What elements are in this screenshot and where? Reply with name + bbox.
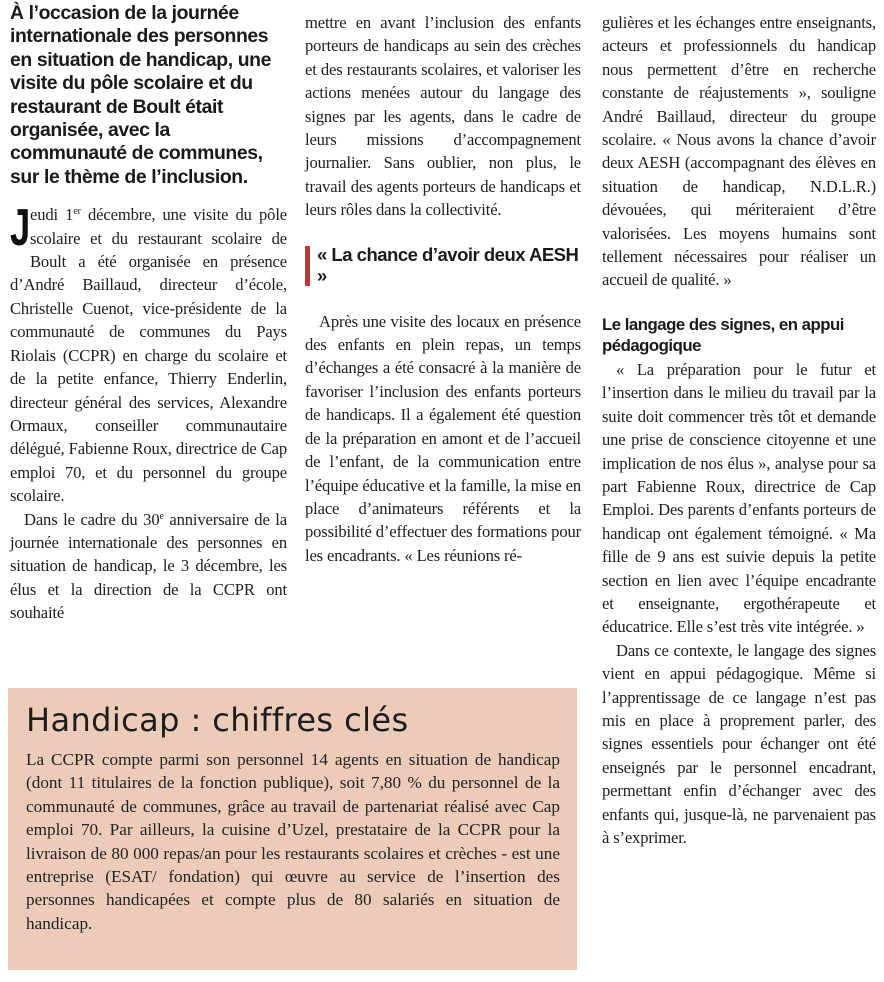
paragraph-2-continued: mettre en avant l’inclusion des enfants porteurs de handicaps au sein des crèches et des restaurants scolaires, et valoriser les actions menées autour du langage des signes par les agents, dans le cadre de leurs missions d’accompagnement journalier. Sans oublier, non plus, le travail des agents porteurs de handicaps et leurs rôles dans la collectivité. — [305, 13, 581, 220]
paragraph-1 — [10, 199, 287, 507]
paragraph-2-start: Dans le cadre du 30 — [24, 509, 160, 529]
article-lead: À l’occasion de la journée internationale des personnes en situation de handicap, une visite du pôle scolaire et du restaurant de Boult était organisée, avec la communauté de communes, sur le thème de l’inclusion. — [10, 2, 271, 188]
key-figures-text: La CCPR compte parmi son personnel 14 agents en situation de handicap (dont 11 titulaires de la fonction publique), soit 7,80 % du personnel de la communauté de communes, grâce au travail de partenariat réalisé avec Cap emploi 70. Par ailleurs, la cuisine d’Uzel, prestataire de la CCPR pour la livraison de 80 000 repas/an pour les restaurants scolaires et crèches - est une entreprise (ESAT/ fondation) qui œuvre au service de l’insertion des personnes handicapées et compte plus de 80 salariés en situation de handicap. — [26, 750, 560, 933]
ordinal-superscript: er — [73, 206, 81, 218]
column-1 — [10, 0, 287, 625]
paragraph-2 — [10, 508, 287, 625]
subheading-aesh-text: « La chance d’avoir deux AESH » — [317, 243, 579, 286]
paragraph-4: « La préparation pour le futur et l’insertion dans le milieu du travail par la suite doit commencer très tôt et demande une prise de conscience citoyenne et une implication de nos élus », analyse pour sa part Fabienne Roux, directrice de Cap Emploi. Des parents d’enfants porteurs de handicap ont également témoigné. « Ma fille de 9 ans est suivie depuis la petite section en lien avec l’équipe encadrante et enseignante, ergothérapeute et éducatrice. Elle s’est très vite intégrée. » — [602, 359, 876, 637]
paragraph-2-text: anniversaire de la journée internationale des personnes en situation de handicap, le 3 décembre, les élus et la direction de la CCPR ont souhaité — [10, 509, 287, 623]
column-2 — [305, 0, 581, 567]
paragraph-1-start: eudi 1 — [30, 205, 74, 225]
key-figures-box — [8, 688, 577, 970]
paragraph-1-text: décembre, une visite du pôle scolaire et du restaurant scolaire de Boult a été organisée en présence d’André Baillaud, directeur d’école, Christelle Cuenot, vice-présidente de la communauté de communes du Pays Riolais (CCPR) en charge du scolaire et de la petite enfance, Thierry Enderlin, directeur général des services, Alexandre Ormaux, conseiller communautaire délégué, Fabienne Roux, directrice de Cap emploi 70, et du personnel du groupe scolaire. — [10, 205, 287, 506]
ordinal-superscript-2: e — [159, 510, 164, 522]
paragraph-3: Après une visite des locaux en présence des enfants en plein repas, un temps d’échanges a été consacré à la manière de favoriser l’inclusion des enfants porteurs de handicaps. Il a également été question de la préparation en amont et de l’accueil de l’enfant, de la communication entre l’équipe éducative et la famille, la mise en place d’animateurs référents et la possibilité d’effectuer des formations pour les encadrants. « Les réunions ré- — [305, 311, 581, 565]
key-figures-title: Handicap : chiffres clés — [26, 701, 409, 739]
subheading-aesh — [305, 244, 581, 286]
paragraph-5: Dans ce contexte, le langage des signes vient en appui pédagogique. Même si l’apprentissage de ce langage n’est pas mis en place à proprement parler, des signes essentiels pour échanger ont été enseignés par le personnel encadrant, permettant enfin d’échanger avec des enfants qui, jusque-là, ne parvenaient pas à s’exprimer. — [602, 640, 876, 847]
paragraph-3-continued: gulières et les échanges entre enseignants, acteurs et professionnels du handicap nous permettent d’être en recherche constante de réajustements », souligne André Baillaud, directeur du groupe scolaire. « Nous avons la chance d’avoir deux AESH (accompagnant des élèves en situation de handicap, N.D.L.R.) dévouées, qui mériteraient d’être valorisées. Les moyens humains sont tellement nécessaires pour réaliser un accueil de qualité. » — [602, 13, 876, 290]
drop-cap: J — [10, 199, 31, 258]
accent-bar — [305, 246, 310, 286]
subheading-signes: Le langage des signes, en appui pédagogique — [602, 314, 844, 355]
column-3 — [602, 0, 876, 849]
